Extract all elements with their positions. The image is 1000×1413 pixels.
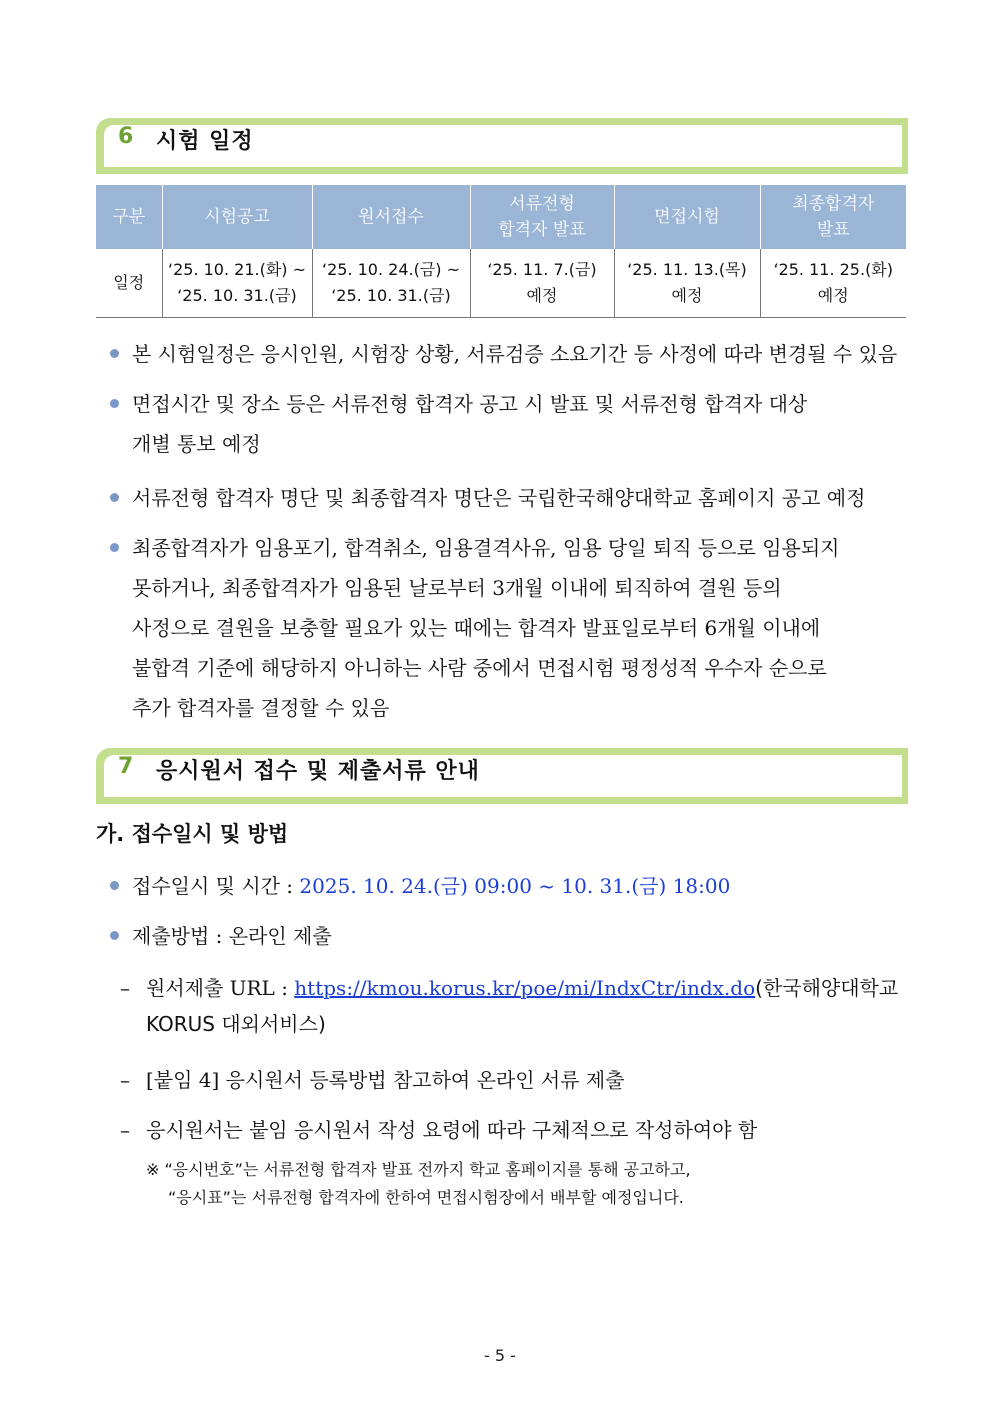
dash-marker: – bbox=[120, 1118, 130, 1142]
header-cell bbox=[470, 185, 614, 249]
header-label: 최종합격자 bbox=[792, 194, 875, 214]
header-label: 발표 bbox=[816, 220, 850, 240]
table-row bbox=[96, 249, 906, 318]
subsection-heading: 가. 접수일시 및 방법 bbox=[96, 822, 289, 846]
bullet-icon bbox=[110, 399, 119, 408]
receipt-label: 접수일시 및 시간 : bbox=[132, 874, 300, 898]
method-label: 제출방법 : bbox=[132, 924, 229, 948]
table-header-row bbox=[96, 185, 906, 249]
table-cell: ‘25. 11. 25.(화) 예정 bbox=[760, 249, 906, 318]
bullet-icon bbox=[110, 349, 119, 358]
section-number: 7 bbox=[118, 754, 134, 779]
section-6-header bbox=[96, 118, 908, 174]
header-cell bbox=[312, 185, 470, 249]
bullet-icon bbox=[110, 543, 119, 552]
section-number: 6 bbox=[118, 124, 134, 149]
header-label: 시험공고 bbox=[204, 207, 270, 227]
header-label: 원서접수 bbox=[358, 207, 424, 227]
table-cell: ‘25. 11. 13.(목) 예정 bbox=[614, 249, 760, 318]
method-value: 온라인 제출 bbox=[228, 924, 332, 948]
bullet-icon bbox=[110, 881, 119, 890]
header-cell bbox=[614, 185, 760, 249]
section-7-header bbox=[96, 748, 908, 804]
table-cell: ‘25. 10. 21.(화) ~ ‘25. 10. 31.(금) bbox=[162, 249, 312, 318]
page-number: - 5 - bbox=[484, 1346, 516, 1365]
bullet-icon bbox=[110, 931, 119, 940]
bullet-icon bbox=[110, 493, 119, 502]
dash-marker: – bbox=[120, 1068, 130, 1092]
url-line2: KORUS 대외서비스) bbox=[146, 1012, 326, 1036]
header-label: 서류전형 bbox=[509, 194, 575, 214]
header-label: 합격자 발표 bbox=[498, 220, 586, 240]
receipt-value: 2025. 10. 24.(금) 09:00 ~ 10. 31.(금) 18:00 bbox=[299, 874, 731, 898]
application-url-link[interactable]: https://kmou.korus.kr/poe/mi/IndxCtr/indx.do bbox=[294, 976, 756, 1000]
schedule-table bbox=[96, 185, 906, 318]
footnote: ※ “응시번호”는 서류전형 합격자 발표 전까지 학교 홈페이지를 통해 공고하고, “응시표”는 서류전형 합격자에 한하여 면접시험장에서 배부할 예정입니다. bbox=[146, 1160, 691, 1207]
row-label: 일정 bbox=[96, 249, 162, 318]
url-label: 원서제출 URL : bbox=[146, 976, 295, 1000]
section-title: 시험 일정 bbox=[156, 129, 254, 154]
header-cell bbox=[162, 185, 312, 249]
header-label: 면접시험 bbox=[654, 207, 720, 227]
header-cell bbox=[760, 185, 906, 249]
table-cell: ‘25. 10. 24.(금) ~ ‘25. 10. 31.(금) bbox=[312, 249, 470, 318]
section-title: 응시원서 접수 및 제출서류 안내 bbox=[156, 759, 480, 784]
url-suffix: (한국해양대학교 bbox=[755, 976, 899, 1000]
header-label: 구분 bbox=[112, 207, 146, 227]
header-cell bbox=[96, 185, 162, 249]
table-cell: ‘25. 11. 7.(금) 예정 bbox=[470, 249, 614, 318]
dash-marker: – bbox=[120, 976, 130, 1000]
